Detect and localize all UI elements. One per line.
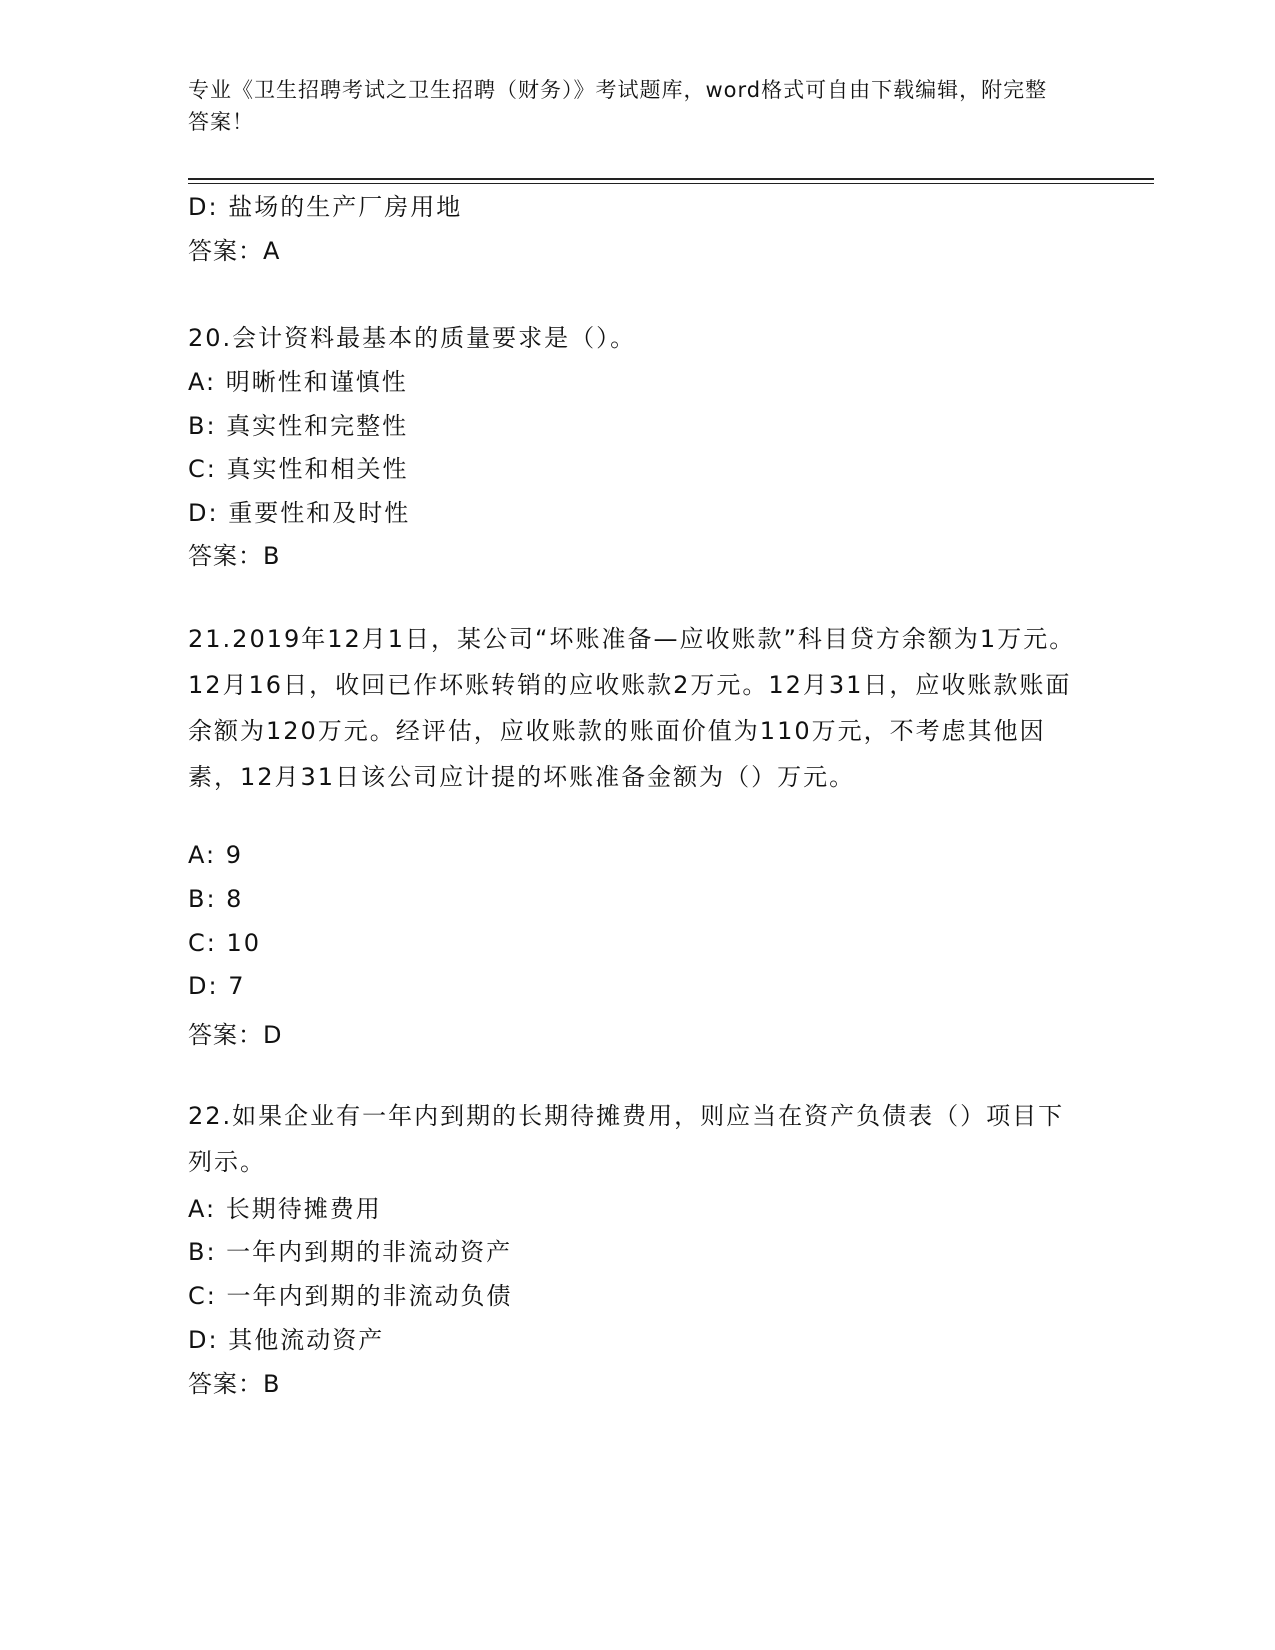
q22-option-d: D: 其他流动资产 xyxy=(188,1326,385,1354)
q20-option-b: B: 真实性和完整性 xyxy=(188,412,409,440)
q21-answer: 答案：D xyxy=(188,1021,283,1049)
document-header: 专业《卫生招聘考试之卫生招聘（财务）》考试题库，word格式可自由下载编辑，附完整答案！ xyxy=(188,78,1048,134)
q21-option-c: C: 10 xyxy=(188,929,262,957)
q20-stem: 20.会计资料最基本的质量要求是（）。 xyxy=(188,324,637,352)
prev-answer: 答案：A xyxy=(188,237,281,265)
q20-answer: 答案：B xyxy=(188,542,281,570)
q22-answer: 答案：B xyxy=(188,1370,281,1398)
header-divider xyxy=(188,178,1154,180)
q21-stem: 21.2019年12月1日，某公司“坏账准备—应收账款”科目贷方余额为1万元。12月16日，收回已作坏账转销的应收账款2万元。12月31日，应收账款账面余额为120万元。经评估，应收账款的账面价值为110万元，不考虑其他因素，12月31日该公司应计提的坏账准备金额为（）万元。 xyxy=(188,625,1076,791)
q20-option-c: C: 真实性和相关性 xyxy=(188,455,409,483)
header-divider-thin xyxy=(188,183,1154,184)
q22-stem: 22.如果企业有一年内到期的长期待摊费用，则应当在资产负债表（）项目下列示。 xyxy=(188,1102,1065,1176)
q22-option-a: A: 长期待摊费用 xyxy=(188,1195,382,1223)
q21-option-b: B: 8 xyxy=(188,885,244,913)
q21-option-a: A: 9 xyxy=(188,841,243,869)
q22-option-c: C: 一年内到期的非流动负债 xyxy=(188,1282,513,1310)
prev-option-d: D: 盐场的生产厂房用地 xyxy=(188,193,463,221)
q20-option-d: D: 重要性和及时性 xyxy=(188,499,411,527)
q22-option-b: B: 一年内到期的非流动资产 xyxy=(188,1238,513,1266)
q20-option-a: A: 明晰性和谨慎性 xyxy=(188,368,408,396)
q21-option-d: D: 7 xyxy=(188,972,246,1000)
